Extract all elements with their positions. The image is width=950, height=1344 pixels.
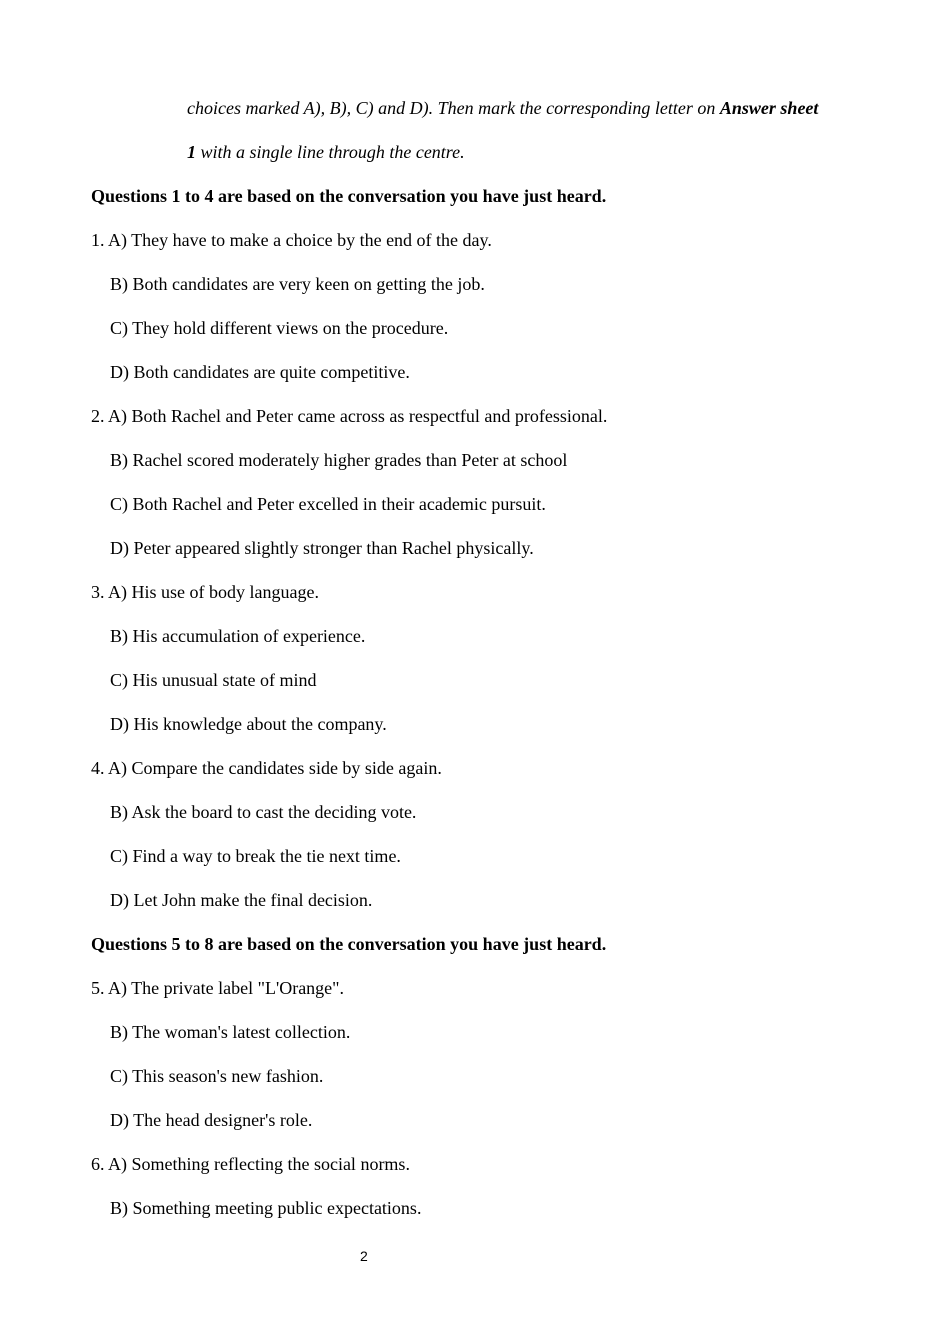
question-5-option-a: 5. A) The private label "L'Orange".: [91, 978, 345, 998]
page-number: 2: [360, 1248, 368, 1264]
answer-sheet-label: Answer sheet: [719, 98, 819, 118]
section-heading: Questions 5 to 8 are based on the conversation you have just heard.: [91, 934, 607, 954]
question-2-option-a: 2. A) Both Rachel and Peter came across as respectful and professional.: [91, 406, 608, 426]
question-1-option-d: D) Both candidates are quite competitive.: [110, 362, 410, 382]
question-4-option-c: C) Find a way to break the tie next time.: [110, 846, 401, 866]
directions-text: with a single line through the centre.: [196, 142, 465, 162]
question-2-option-c: C) Both Rachel and Peter excelled in their academic pursuit.: [110, 494, 546, 514]
question-3-option-b: B) His accumulation of experience.: [110, 626, 366, 646]
directions-text: choices marked A), B), C) and D). Then mark the corresponding letter on: [187, 98, 720, 118]
question-5-option-d: D) The head designer's role.: [110, 1110, 313, 1130]
answer-sheet-number: 1: [187, 142, 196, 162]
question-5-option-b: B) The woman's latest collection.: [110, 1022, 351, 1042]
question-6-option-a: 6. A) Something reflecting the social norms.: [91, 1154, 410, 1174]
question-4-option-b: B) Ask the board to cast the deciding vote.: [110, 802, 417, 822]
directions-line-2: [187, 141, 465, 163]
question-2-option-b: B) Rachel scored moderately higher grades than Peter at school: [110, 450, 568, 470]
question-2-option-d: D) Peter appeared slightly stronger than Rachel physically.: [110, 538, 534, 558]
question-3-option-c: C) His unusual state of mind: [110, 670, 317, 690]
question-6-option-b: B) Something meeting public expectations.: [110, 1198, 422, 1218]
question-1-option-b: B) Both candidates are very keen on getting the job.: [110, 274, 485, 294]
question-5-option-c: C) This season's new fashion.: [110, 1066, 324, 1086]
directions-line-1: [187, 97, 818, 119]
question-1-option-a: 1. A) They have to make a choice by the end of the day.: [91, 230, 492, 250]
question-3-option-a: 3. A) His use of body language.: [91, 582, 319, 602]
question-4-option-a: 4. A) Compare the candidates side by side again.: [91, 758, 442, 778]
question-4-option-d: D) Let John make the final decision.: [110, 890, 373, 910]
question-3-option-d: D) His knowledge about the company.: [110, 714, 387, 734]
question-1-option-c: C) They hold different views on the procedure.: [110, 318, 449, 338]
section-heading: Questions 1 to 4 are based on the conversation you have just heard.: [91, 186, 607, 206]
